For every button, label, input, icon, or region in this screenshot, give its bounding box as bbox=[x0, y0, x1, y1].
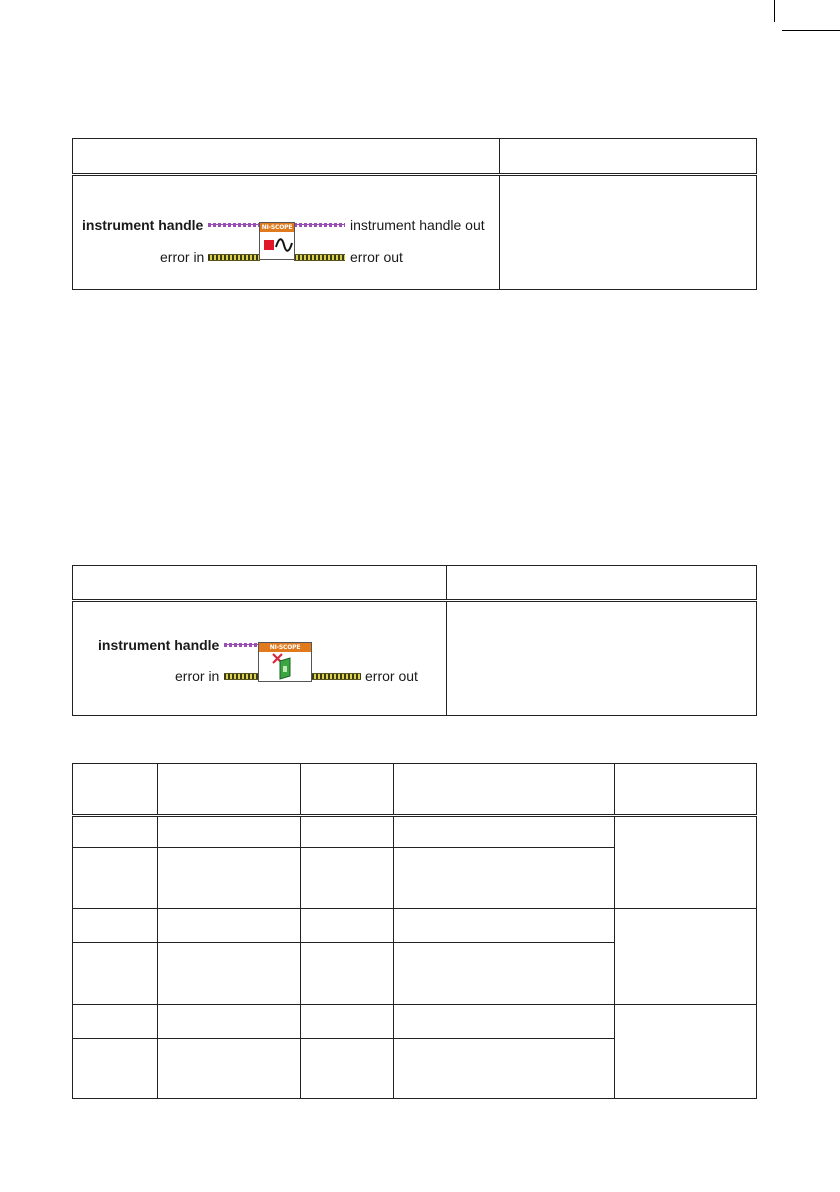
ni-scope-banner: NI-SCOPE bbox=[261, 224, 293, 231]
header-cell bbox=[301, 764, 394, 816]
connector-pane-table-1 bbox=[72, 138, 757, 290]
error-out-label: error out bbox=[350, 249, 403, 265]
instrument-handle-out-wire bbox=[294, 223, 345, 227]
table-cell bbox=[301, 942, 394, 1004]
error-in-wire bbox=[208, 254, 260, 261]
table-cell bbox=[73, 848, 158, 909]
instrument-handle-out-label: instrument handle out bbox=[350, 217, 485, 233]
header-cell-right bbox=[447, 566, 757, 601]
error-in-wire bbox=[224, 673, 259, 680]
connector-pane-cell bbox=[73, 175, 500, 290]
vi-connector-diagram bbox=[73, 602, 446, 715]
instrument-handle-label: instrument handle bbox=[82, 217, 204, 233]
table-cell bbox=[301, 848, 394, 909]
table-cell bbox=[394, 1004, 615, 1039]
header-cell-left bbox=[73, 566, 447, 601]
connector-pane-cell bbox=[73, 601, 447, 716]
table-row bbox=[73, 1004, 757, 1039]
table-cell bbox=[158, 848, 301, 909]
table-cell-merged bbox=[615, 1004, 757, 1098]
crop-mark-vertical bbox=[774, 0, 775, 22]
table-cell bbox=[73, 942, 158, 1004]
header-cell bbox=[73, 764, 158, 816]
table-cell bbox=[394, 909, 615, 943]
table-cell bbox=[158, 942, 301, 1004]
table-row bbox=[73, 909, 757, 943]
instrument-handle-wire bbox=[224, 643, 259, 647]
header-cell bbox=[394, 764, 615, 816]
table-cell bbox=[158, 1004, 301, 1039]
header-cell bbox=[615, 764, 757, 816]
table-cell bbox=[301, 1004, 394, 1039]
table-cell bbox=[301, 1039, 394, 1099]
table-cell bbox=[394, 848, 615, 909]
ni-scope-banner: NI-SCOPE bbox=[259, 643, 311, 652]
table-cell bbox=[394, 942, 615, 1004]
header-cell bbox=[158, 764, 301, 816]
instrument-handle-wire bbox=[208, 223, 260, 227]
header-cell-right bbox=[500, 139, 757, 175]
table-row bbox=[73, 815, 757, 847]
close-glyph-icon bbox=[259, 652, 311, 681]
table-cell bbox=[301, 815, 394, 847]
vi-connector-diagram bbox=[73, 176, 499, 289]
table-cell bbox=[73, 1039, 158, 1099]
table-cell bbox=[158, 1039, 301, 1099]
error-out-label: error out bbox=[365, 668, 418, 684]
table-cell bbox=[73, 909, 158, 943]
crop-mark-horizontal bbox=[782, 30, 840, 31]
table-header-row bbox=[73, 764, 757, 816]
table-cell bbox=[394, 815, 615, 847]
error-out-wire bbox=[294, 254, 345, 261]
table-cell bbox=[301, 909, 394, 943]
error-in-label: error in bbox=[175, 668, 220, 684]
instrument-handle-label: instrument handle bbox=[98, 637, 220, 653]
description-cell bbox=[447, 601, 757, 716]
header-cell-left bbox=[73, 139, 500, 175]
abort-vi-icon bbox=[259, 222, 295, 260]
table-cell bbox=[158, 909, 301, 943]
table-cell bbox=[73, 815, 158, 847]
table-cell-merged bbox=[615, 815, 757, 908]
error-in-label: error in bbox=[160, 249, 205, 265]
parameter-table bbox=[72, 763, 757, 1099]
close-vi-icon bbox=[258, 642, 312, 682]
abort-glyph-icon bbox=[260, 232, 294, 259]
table-cell-merged bbox=[615, 909, 757, 1004]
error-out-wire bbox=[312, 673, 361, 680]
description-cell bbox=[500, 175, 757, 290]
connector-pane-table-2 bbox=[72, 565, 757, 716]
table-cell bbox=[394, 1039, 615, 1099]
table-cell bbox=[73, 1004, 158, 1039]
table-cell bbox=[158, 815, 301, 847]
